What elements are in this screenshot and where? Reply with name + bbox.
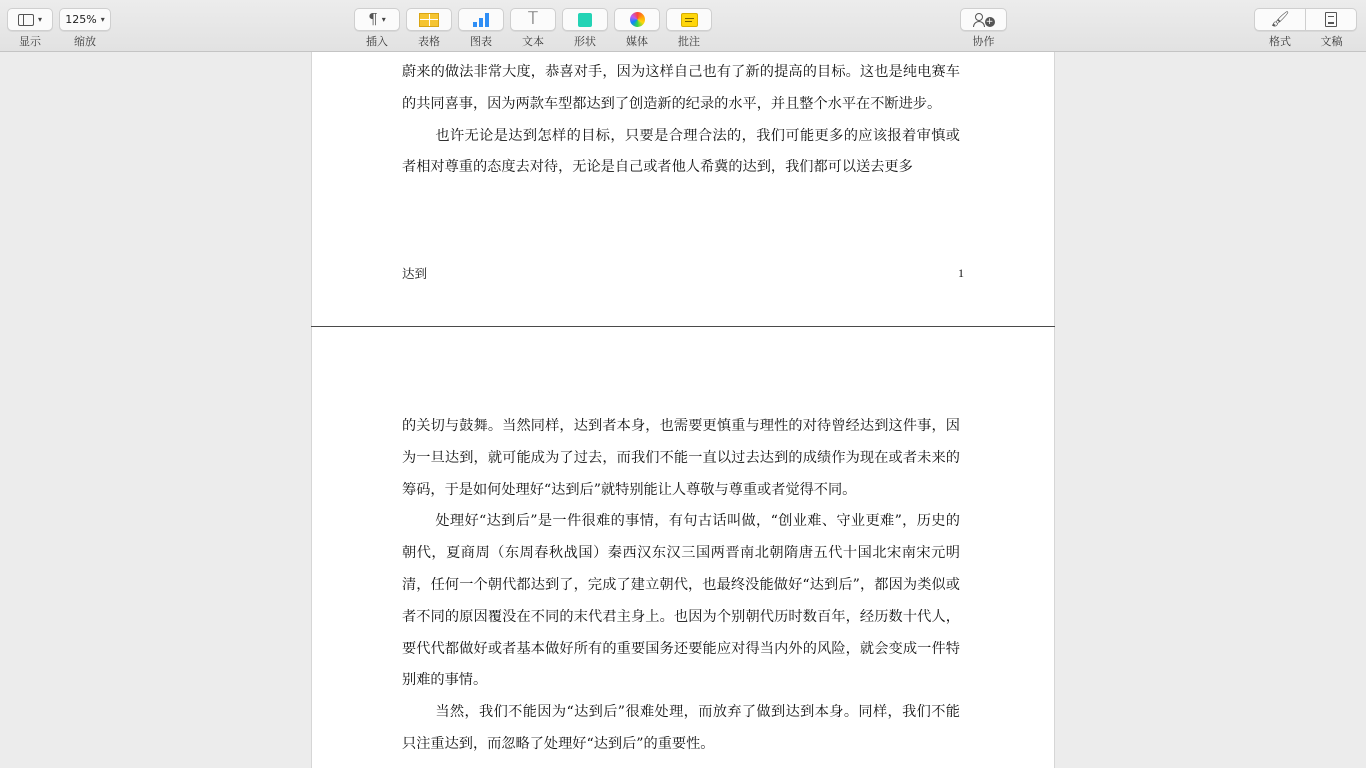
text-button[interactable]	[510, 8, 556, 31]
document-canvas[interactable]	[0, 52, 1366, 768]
zoom-label: 缩放	[74, 35, 96, 48]
comment-label: 批注	[678, 35, 700, 48]
collaborate-label: 协作	[972, 35, 995, 48]
footer-title: 达到	[402, 266, 428, 281]
media-icon	[630, 12, 645, 27]
page-2-body[interactable]	[402, 411, 960, 761]
text-group	[510, 8, 556, 48]
shape-button[interactable]	[562, 8, 608, 31]
page-1-body[interactable]	[402, 57, 960, 184]
page-number: 1	[958, 266, 964, 280]
chevron-down-icon: ▾	[381, 15, 386, 24]
page-2[interactable]	[311, 327, 1055, 768]
insert-button[interactable]	[354, 8, 400, 31]
insert-group	[354, 8, 400, 48]
shape-label: 形状	[574, 35, 596, 48]
format-document-segmented	[1254, 8, 1357, 31]
document-label: 文稿	[1320, 35, 1343, 48]
chart-group	[458, 8, 504, 48]
paragraph[interactable]: 也许无论是达到怎样的目标，只要是合理合法的，我们可能更多的应该报着审慎或者相对尊重的态度去对待，无论是自己或者他人希冀的达到，我们都可以送去更多	[402, 127, 960, 176]
chevron-down-icon: ▾	[37, 15, 42, 24]
text-label: 文本	[522, 35, 544, 48]
paragraph[interactable]: 蔚来的做法非常大度，恭喜对手，因为这样自己也有了新的提高的目标。这也是纯电赛车的共同喜事，因为两款车型都达到了创造新的纪录的水平，并且整个水平在不断进步。	[402, 64, 960, 112]
paragraph-icon: ¶	[368, 10, 378, 28]
paintbrush-icon: 🖌	[1270, 10, 1290, 28]
collaborate-group	[960, 8, 1007, 48]
table-label: 表格	[418, 35, 440, 48]
comment-group	[666, 8, 712, 48]
view-label: 显示	[19, 35, 41, 48]
collaborate-button[interactable]	[960, 8, 1007, 31]
paragraph[interactable]: 的关切与鼓舞。当然同样，达到者本身，也需要更慎重与理性的对待曾经达到这件事，因为一旦达到，就可能成为了过去，而我们不能一直以过去达到的成绩作为现在或者未来的筹码，于是如何处理好“达到后”就特别能让人尊敬与尊重或者觉得不同。	[402, 418, 960, 498]
shape-icon	[578, 13, 592, 27]
document-icon	[1325, 12, 1337, 27]
table-icon	[419, 13, 439, 27]
format-label: 格式	[1269, 35, 1291, 48]
view-button[interactable]	[7, 8, 53, 31]
sidebar-icon	[18, 14, 34, 26]
media-button[interactable]	[614, 8, 660, 31]
format-button[interactable]	[1254, 8, 1306, 31]
chart-button[interactable]	[458, 8, 504, 31]
shape-group	[562, 8, 608, 48]
toolbar	[0, 0, 1366, 52]
insert-label: 插入	[366, 35, 388, 48]
chart-icon	[473, 13, 489, 27]
view-group	[7, 8, 53, 48]
zoom-value: 125%	[65, 13, 97, 26]
paragraph[interactable]: 当然，我们不能因为“达到后”很难处理，而放弃了做到达到本身。同样，我们不能只注重达到，而忽略了处理好“达到后”的重要性。	[402, 704, 960, 752]
chart-label: 图表	[470, 35, 492, 48]
table-button[interactable]	[406, 8, 452, 31]
paragraph[interactable]: 处理好“达到后”是一件很难的事情，有句古话叫做，“创业难、守业更难”，历史的朝代，夏商周（东周春秋战国）秦西汉东汉三国两晋南北朝隋唐五代十国北宋南宋元明清，任何一个朝代都达到了，完成了建立朝代，也最终没能做好“达到后”，都因为类似或者不同的原因覆没在不同的末代君主身上。也因为个别朝代历时数百年，经历数十代人，要代代都做好或者基本做好所有的重要国务还要能应对得当内外的风险，就会变成一件特别难的事情。	[402, 513, 960, 689]
comment-button[interactable]	[666, 8, 712, 31]
table-group	[406, 8, 452, 48]
media-label: 媒体	[626, 35, 648, 48]
zoom-select[interactable]	[59, 8, 111, 31]
media-group	[614, 8, 660, 48]
format-document-group	[1254, 8, 1357, 48]
collaborate-icon: +	[973, 13, 995, 27]
comment-icon	[681, 13, 698, 27]
text-icon: T	[527, 9, 539, 29]
chevron-down-icon: ▾	[100, 15, 105, 24]
zoom-group	[59, 8, 111, 48]
document-button[interactable]	[1306, 8, 1357, 31]
page-1[interactable]	[311, 52, 1055, 326]
